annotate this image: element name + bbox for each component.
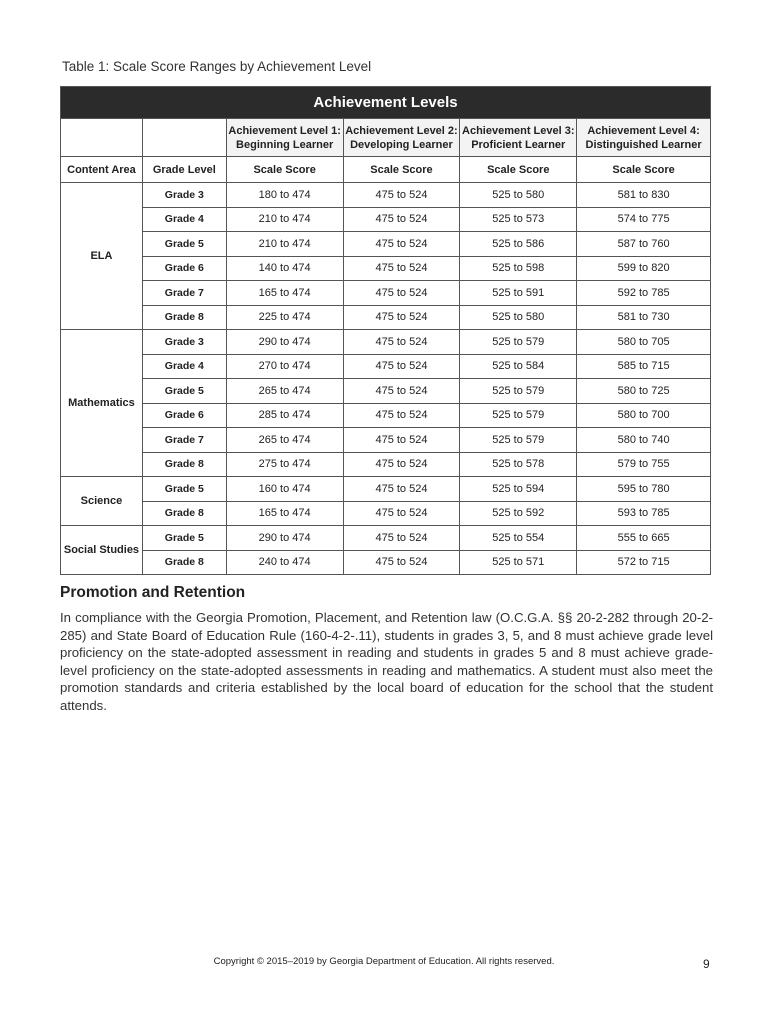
content-area-cell: ELA xyxy=(61,183,143,330)
level-number: Achievement Level 1: xyxy=(228,124,341,137)
scale-score-cell: 525 to 586 xyxy=(460,232,577,257)
scale-score-cell: 525 to 554 xyxy=(460,526,577,551)
scale-score-cell: 475 to 524 xyxy=(343,305,460,330)
content-area-header: Content Area xyxy=(61,157,143,183)
scale-score-cell: 475 to 524 xyxy=(343,232,460,257)
grade-level-cell: Grade 8 xyxy=(142,305,226,330)
table-row xyxy=(61,403,711,428)
grade-level-header: Grade Level xyxy=(142,157,226,183)
copyright-footer: Copyright © 2015–2019 by Georgia Department of Education. All rights reserved. xyxy=(213,956,555,967)
scale-score-cell: 525 to 591 xyxy=(460,281,577,306)
scale-score-cell: 475 to 524 xyxy=(343,428,460,453)
scale-score-cell: 525 to 580 xyxy=(460,183,577,208)
scale-score-cell: 475 to 524 xyxy=(343,207,460,232)
grade-level-cell: Grade 5 xyxy=(142,379,226,404)
scale-score-cell: 525 to 579 xyxy=(460,428,577,453)
scale-score-cell: 592 to 785 xyxy=(577,281,711,306)
scale-score-cell: 285 to 474 xyxy=(226,403,343,428)
level-header xyxy=(226,119,343,157)
grade-level-cell: Grade 4 xyxy=(142,354,226,379)
scale-score-cell: 574 to 775 xyxy=(577,207,711,232)
table-row xyxy=(61,305,711,330)
scale-score-cell: 475 to 524 xyxy=(343,330,460,355)
scale-score-cell: 160 to 474 xyxy=(226,477,343,502)
table-row xyxy=(61,354,711,379)
scale-score-cell: 555 to 665 xyxy=(577,526,711,551)
scale-score-cell: 572 to 715 xyxy=(577,550,711,575)
scale-score-cell: 475 to 524 xyxy=(343,354,460,379)
level-name: Beginning Learner xyxy=(236,138,334,151)
scale-score-table xyxy=(60,86,711,575)
scale-score-cell: 240 to 474 xyxy=(226,550,343,575)
scale-score-cell: 595 to 780 xyxy=(577,477,711,502)
grade-level-cell: Grade 4 xyxy=(142,207,226,232)
scale-score-cell: 290 to 474 xyxy=(226,526,343,551)
scale-score-cell: 270 to 474 xyxy=(226,354,343,379)
scale-score-cell: 475 to 524 xyxy=(343,183,460,208)
table-row xyxy=(61,477,711,502)
scale-score-cell: 475 to 524 xyxy=(343,256,460,281)
table-body xyxy=(61,183,711,575)
content-area-cell: Mathematics xyxy=(61,330,143,477)
scale-score-header: Scale Score xyxy=(577,157,711,183)
scale-score-cell: 525 to 594 xyxy=(460,477,577,502)
scale-score-cell: 290 to 474 xyxy=(226,330,343,355)
scale-score-cell: 475 to 524 xyxy=(343,403,460,428)
grade-level-cell: Grade 8 xyxy=(142,452,226,477)
scale-score-cell: 587 to 760 xyxy=(577,232,711,257)
scale-score-cell: 475 to 524 xyxy=(343,501,460,526)
scale-score-cell: 580 to 705 xyxy=(577,330,711,355)
scale-score-cell: 525 to 571 xyxy=(460,550,577,575)
grade-level-cell: Grade 8 xyxy=(142,550,226,575)
table-row xyxy=(61,526,711,551)
table-row xyxy=(61,256,711,281)
scale-score-cell: 475 to 524 xyxy=(343,550,460,575)
page-number: 9 xyxy=(703,957,710,971)
table-row xyxy=(61,379,711,404)
scale-score-cell: 525 to 584 xyxy=(460,354,577,379)
scale-score-header: Scale Score xyxy=(343,157,460,183)
grade-level-cell: Grade 7 xyxy=(142,428,226,453)
grade-level-cell: Grade 6 xyxy=(142,403,226,428)
scale-score-header: Scale Score xyxy=(226,157,343,183)
scale-score-cell: 593 to 785 xyxy=(577,501,711,526)
scale-score-cell: 525 to 580 xyxy=(460,305,577,330)
scale-score-cell: 165 to 474 xyxy=(226,501,343,526)
table-row xyxy=(61,232,711,257)
scale-score-cell: 140 to 474 xyxy=(226,256,343,281)
scale-score-cell: 525 to 579 xyxy=(460,379,577,404)
achievement-levels-banner: Achievement Levels xyxy=(61,87,711,119)
scale-score-cell: 599 to 820 xyxy=(577,256,711,281)
level-number: Achievement Level 4: xyxy=(587,124,700,137)
blank-header-cell xyxy=(142,119,226,157)
scale-score-cell: 580 to 740 xyxy=(577,428,711,453)
table-row xyxy=(61,281,711,306)
level-header xyxy=(343,119,460,157)
blank-header-cell xyxy=(61,119,143,157)
table-row xyxy=(61,428,711,453)
grade-level-cell: Grade 5 xyxy=(142,232,226,257)
scale-score-cell: 475 to 524 xyxy=(343,281,460,306)
scale-score-cell: 165 to 474 xyxy=(226,281,343,306)
grade-level-cell: Grade 3 xyxy=(142,330,226,355)
scale-score-cell: 475 to 524 xyxy=(343,477,460,502)
table-row xyxy=(61,501,711,526)
table-row xyxy=(61,183,711,208)
grade-level-cell: Grade 3 xyxy=(142,183,226,208)
scale-score-cell: 475 to 524 xyxy=(343,452,460,477)
scale-score-cell: 525 to 573 xyxy=(460,207,577,232)
level-name: Developing Learner xyxy=(350,138,453,151)
level-name: Proficient Learner xyxy=(471,138,566,151)
grade-level-cell: Grade 7 xyxy=(142,281,226,306)
grade-level-cell: Grade 5 xyxy=(142,477,226,502)
level-header xyxy=(577,119,711,157)
scale-score-cell: 585 to 715 xyxy=(577,354,711,379)
grade-level-cell: Grade 6 xyxy=(142,256,226,281)
scale-score-cell: 210 to 474 xyxy=(226,232,343,257)
scale-score-cell: 275 to 474 xyxy=(226,452,343,477)
scale-score-cell: 475 to 524 xyxy=(343,379,460,404)
scale-score-cell: 581 to 830 xyxy=(577,183,711,208)
scale-score-cell: 475 to 524 xyxy=(343,526,460,551)
table-row xyxy=(61,330,711,355)
scale-score-cell: 525 to 579 xyxy=(460,330,577,355)
scale-score-cell: 525 to 592 xyxy=(460,501,577,526)
scale-score-header: Scale Score xyxy=(460,157,577,183)
scale-score-cell: 525 to 578 xyxy=(460,452,577,477)
level-header xyxy=(460,119,577,157)
content-area-cell: Social Studies xyxy=(61,526,143,575)
table-row xyxy=(61,550,711,575)
grade-level-cell: Grade 5 xyxy=(142,526,226,551)
table-caption: Table 1: Scale Score Ranges by Achievement Level xyxy=(62,59,372,74)
level-number: Achievement Level 3: xyxy=(462,124,575,137)
scale-score-cell: 525 to 579 xyxy=(460,403,577,428)
scale-score-cell: 225 to 474 xyxy=(226,305,343,330)
section-body: In compliance with the Georgia Promotion, Placement, and Retention law (O.C.G.A. §§ 20-2-282 through 20-2-285) and State Board of Education Rule (160-4-2-.11), students in grades 3, 5, and 8 must achieve grade level proficiency on the state-adopted assessment in reading and students in grades 5 and 8 must achieve grade-level proficiency on the state-adopted assessments in reading and mathematics. A student must also meet the promotion standards and criteria established by the local board of education for the school that the student attends. xyxy=(60,610,713,713)
content-area-cell: Science xyxy=(61,477,143,526)
scale-score-cell: 580 to 700 xyxy=(577,403,711,428)
level-name: Distinguished Learner xyxy=(585,138,702,151)
scale-score-cell: 265 to 474 xyxy=(226,379,343,404)
grade-level-cell: Grade 8 xyxy=(142,501,226,526)
scale-score-cell: 180 to 474 xyxy=(226,183,343,208)
table-row xyxy=(61,452,711,477)
scale-score-cell: 265 to 474 xyxy=(226,428,343,453)
scale-score-cell: 525 to 598 xyxy=(460,256,577,281)
table-row xyxy=(61,207,711,232)
level-number: Achievement Level 2: xyxy=(345,124,458,137)
scale-score-cell: 581 to 730 xyxy=(577,305,711,330)
scale-score-cell: 580 to 725 xyxy=(577,379,711,404)
scale-score-cell: 210 to 474 xyxy=(226,207,343,232)
scale-score-cell: 579 to 755 xyxy=(577,452,711,477)
section-title: Promotion and Retention xyxy=(60,584,246,601)
